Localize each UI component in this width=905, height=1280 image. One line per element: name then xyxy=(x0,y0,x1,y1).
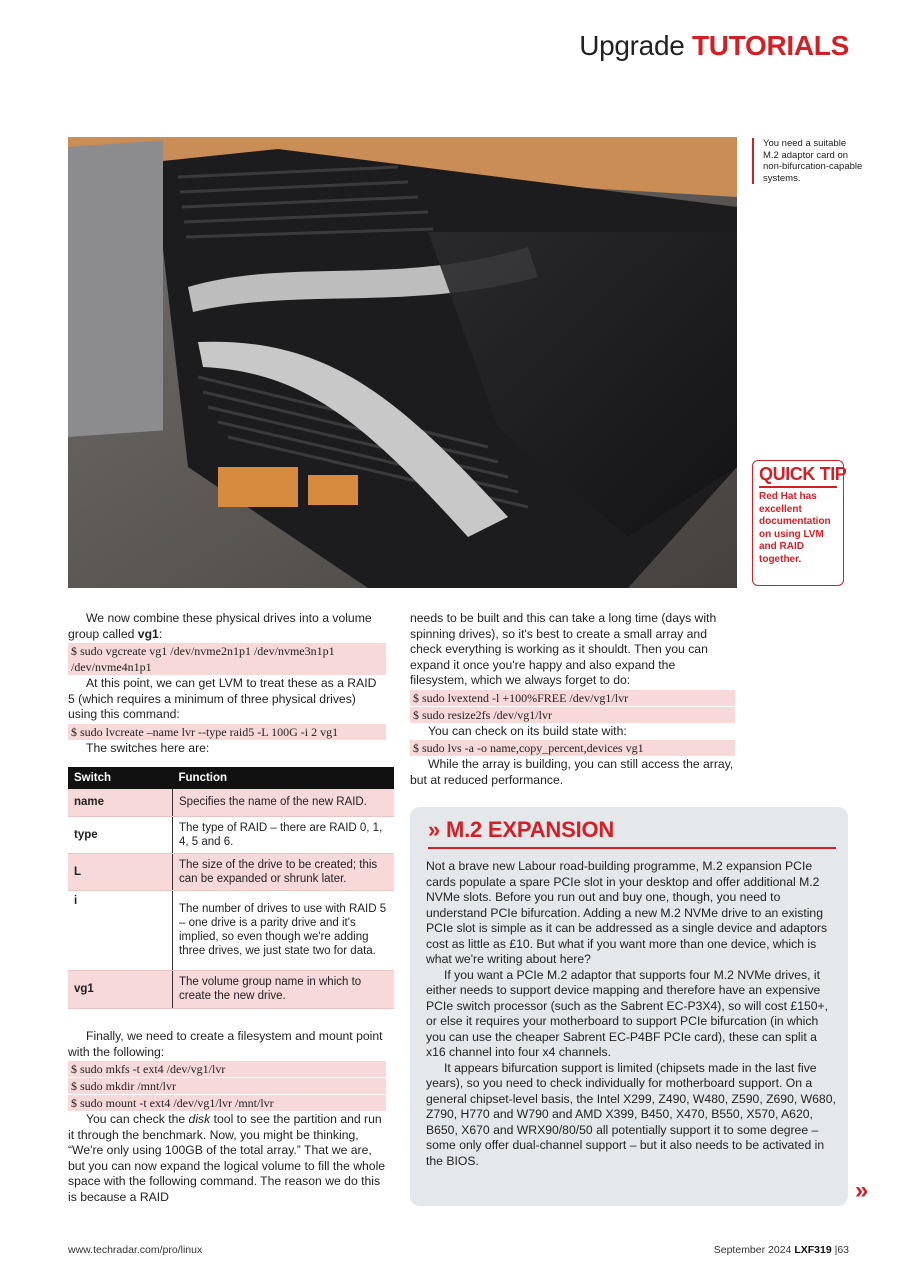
code-line: $ sudo lvextend -l +100%FREE /dev/vg1/lvr xyxy=(410,690,735,706)
table-cell-function: The volume group name in which to create the new drive. xyxy=(173,970,395,1008)
paragraph: It appears bifurcation support is limited (chipsets made in the last five years), so you need to check individually for motherboard support. On a general chipset-level basis, the Intel X299, Z490, W480, Z590, Z690, W680, Z790, H770 and W790 and AMD X399, B450, X470, B550, X570, A620, B650, X670 and WRX90/80/50 all potentially support it to some degree – some only offer dual-channel support – but it also needs to be activated in the BIOS. xyxy=(426,1060,836,1168)
footer-page-info xyxy=(714,1244,849,1256)
table-header-function: Function xyxy=(173,767,395,789)
paragraph: Not a brave new Labour road-building programme, M.2 expansion PCIe cards populate a spare PCIe slot in your desktop and offer additional M.2 NVMe slots. Before you run out and buy one, though, you need to understand PCIe bifurcation. Adding a new M.2 NVMe drive to an existing PCIe slot is simple as it can be addressed as a single device and adaptors cost as little as £10. But what if you want more than one device, which is what we're writing about here? xyxy=(426,859,828,966)
paragraph xyxy=(68,611,386,642)
italic-text: disk xyxy=(188,1112,211,1126)
photo-illustration xyxy=(68,137,737,588)
text-run: : xyxy=(158,626,163,641)
header-section: Upgrade xyxy=(579,30,685,61)
table-row xyxy=(68,890,394,970)
text-run: You can check the xyxy=(86,1112,189,1126)
table-cell-switch: name xyxy=(68,789,173,816)
code-line: $ sudo mount -t ext4 /dev/vg1/lvr /mnt/lvr xyxy=(68,1095,386,1111)
bold-text: vg1 xyxy=(137,626,159,641)
table-cell-switch: L xyxy=(68,853,173,890)
footer-page-number: |63 xyxy=(831,1244,849,1256)
switch-table xyxy=(68,767,394,1009)
table-cell-function: Specifies the name of the new RAID. xyxy=(173,789,395,816)
table-row xyxy=(68,853,394,890)
footer-date: September 2024 xyxy=(713,1244,795,1256)
column-left-bottom xyxy=(68,1029,386,1205)
code-line: $ sudo mkfs -t ext4 /dev/vg1/lvr xyxy=(68,1061,386,1077)
table-cell-switch: vg1 xyxy=(68,970,173,1008)
table-cell-function: The number of drives to use with RAID 5 – one drive is a parity drive and it's implied, so even though we're adding three drives, we just state two for data. xyxy=(173,890,395,970)
paragraph xyxy=(68,1112,386,1205)
mounting-bracket xyxy=(68,140,163,437)
table-row xyxy=(68,970,394,1008)
quick-tip-box xyxy=(752,460,847,586)
table-cell-function: The size of the drive to be created; this can be expanded or shrunk later. xyxy=(173,853,395,890)
paragraph: While the array is building, you can still access the array, but at reduced performance. xyxy=(410,757,734,787)
paragraph: You can check on its build state with: xyxy=(428,723,627,738)
quick-tip-title: QUICK TIP xyxy=(759,464,837,488)
column-right-top xyxy=(410,611,735,788)
paragraph: Finally, we need to create a filesystem and mount point with the following: xyxy=(68,1029,383,1059)
paragraph: The switches here are: xyxy=(86,740,210,755)
pcie-connector xyxy=(218,467,298,507)
footer-issue: LXF319 xyxy=(794,1244,832,1256)
text-run: We now combine these physical drives into a volume group called xyxy=(68,611,372,641)
photo-caption: You need a suitable M.2 adaptor card on non-bifurcation-capable systems. xyxy=(752,138,863,184)
paragraph: If you want a PCIe M.2 adaptor that supports four M.2 NVMe drives, it either needs to support device mapping and therefore have an expensive PCIe switch processor (such as the Sabrent EC-P3X4), so will cost £150+, or else it requires your motherboard to support PCIe bifurcation (in which you can use the cheaper Sabrent EC-P4BF PCIe card), these can split a x16 channel into four x4 channels. xyxy=(426,967,829,1059)
table-row xyxy=(68,816,394,853)
quick-tip-text: Red Hat has excellent documentation on using LVM and RAID together. xyxy=(759,491,831,565)
box-title-rule xyxy=(428,847,836,849)
table-header-switch: Switch xyxy=(68,767,173,789)
page-header xyxy=(579,30,849,62)
pcie-connector-small xyxy=(308,475,358,505)
paragraph: needs to be built and this can take a long time (days with spinning drives), so it's best to create a small array and check everything is working as it shouldt. Then you can expand it once you're happy and also expand the filesystem, which we always forget to do: xyxy=(410,611,717,687)
paragraph: At this point, we can get LVM to treat these as a RAID 5 (which requires a minimum of three physical drives) using this command: xyxy=(68,676,377,721)
table-cell-switch: i xyxy=(68,890,173,970)
m2-expansion-box xyxy=(410,807,848,1206)
table-row xyxy=(68,789,394,816)
column-left-top xyxy=(68,611,386,756)
footer-url: www.techradar.com/pro/linux xyxy=(68,1244,203,1256)
code-line: $ sudo resize2fs /dev/vg1/lvr xyxy=(410,707,735,723)
code-line: $ sudo vgcreate vg1 /dev/nvme2n1p1 /dev/nvme3n1p1 /dev/nvme4n1p1 xyxy=(68,643,386,675)
box-title: » M.2 EXPANSION xyxy=(428,817,615,842)
code-line: $ sudo lvcreate –name lvr --type raid5 -L 100G -i 2 vg1 xyxy=(68,724,386,740)
table-cell-switch: type xyxy=(68,816,173,853)
text-run: tool to see the partition and run it through the benchmark. Now, you might be thinking, “We're only using 100GB of the total array.” That we are, but you can now expand the logical volume to fill the whole space with the following command. The reason we do this is because a RAID xyxy=(68,1112,386,1204)
header-accent: TUTORIALS xyxy=(691,30,849,61)
code-line: $ sudo lvs -a -o name,copy_percent,devices vg1 xyxy=(410,740,735,756)
table-header-row xyxy=(68,767,394,789)
continue-arrow-icon: » xyxy=(855,1177,869,1204)
m2-adaptor-card-photo xyxy=(68,137,737,588)
code-line: $ sudo mkdir /mnt/lvr xyxy=(68,1078,386,1094)
table-cell-function: The type of RAID – there are RAID 0, 1, 4, 5 and 6. xyxy=(173,816,395,853)
